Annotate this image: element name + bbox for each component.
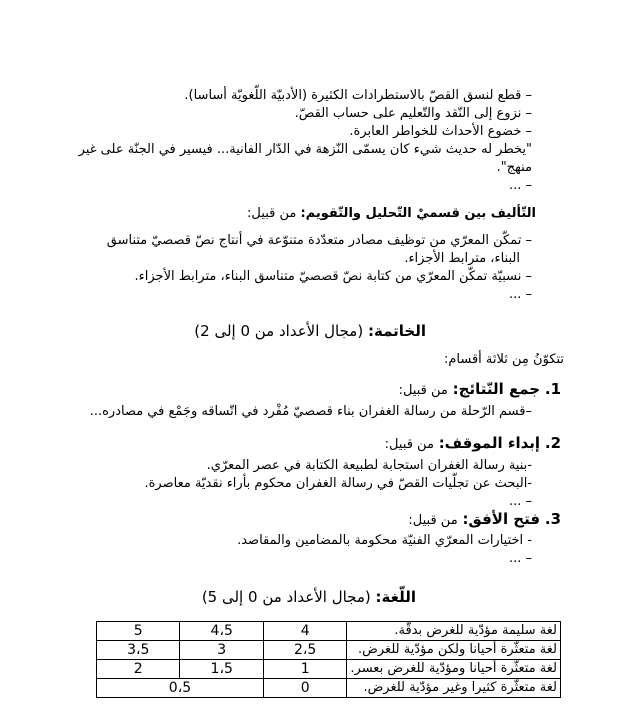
rubric-label: لغة سليمة مؤدّية للغرض بدقّة.	[347, 622, 561, 641]
part-sub: من قبيل:	[398, 383, 448, 398]
rubric-score: 2	[97, 660, 180, 679]
language-heading-line	[202, 588, 416, 606]
rubric-score: 0،5	[97, 679, 264, 698]
conclusion-range: (مجال الأعداد من 0 إلى 2)	[194, 322, 364, 340]
conclusion-part-1-title-line	[399, 380, 561, 400]
list-item: – قطع لنسق القصّ بالاستطرادات الكثيرة (الأدبيّة اللّغويّة أساسا).	[184, 88, 532, 103]
conclusion-heading: الخاتمة:	[367, 322, 426, 340]
rubric-score: 1،5	[180, 660, 263, 679]
table-row	[97, 679, 561, 698]
rubric-label: لغة متعثّرة أحيانا ولكن مؤدّية للغرض.	[347, 641, 561, 660]
language-heading: اللّغة:	[375, 588, 416, 606]
rubric-score: 1	[263, 660, 346, 679]
rubric-score: 0	[263, 679, 346, 698]
quote-line: "يخطر له حديث شيء كان يسمّى النّزهة في الدّار الفانية... فيسير في الجنّة على غير	[78, 142, 532, 157]
part-sub: من قبيل:	[384, 437, 434, 452]
rubric-score: 5	[97, 622, 180, 641]
conclusion-intro: تتكوّنُ مِن ثلاثة أقسام:	[443, 352, 564, 367]
part-title: إبداء الموقف:	[438, 434, 541, 452]
list-item: - اختيارات المعرّي الفنيّة محكومة بالمضامين والمقاصد.	[237, 533, 532, 548]
rubric-score: 4	[263, 622, 346, 641]
list-item: البناء، مترابط الأجزاء.	[404, 251, 520, 266]
table-row	[97, 660, 561, 679]
synthesis-heading: التّأليف بين قسميْ التّحليل والتّقويم:	[300, 206, 536, 221]
list-item: – ...	[508, 287, 532, 302]
quote-line: منهج".	[496, 160, 532, 175]
part-title: فتح الأفق:	[462, 510, 541, 528]
part-number: 1.	[544, 380, 561, 398]
list-item: – نسبيّة تمكّن المعرّي من كتابة نصّ قصصيّ متناسق البناء، مترابط الأجزاء.	[134, 269, 532, 284]
list-item: – ...	[508, 494, 532, 509]
part-number: 3.	[544, 510, 561, 528]
list-item: -البحث عن تجلّيات القصّ في رسالة الغفران محكوم بأراء نقديّة معاصرة.	[144, 476, 532, 491]
part-sub: من قبيل:	[408, 513, 458, 528]
rubric-label: لغة متعثّرة أحيانا ومؤدّية للغرض بعسر.	[347, 660, 561, 679]
conclusion-heading-line	[194, 322, 426, 340]
list-item: -بنية رسالة الغفران استجابة لطبيعة الكتابة في عصر المعرّي.	[206, 458, 532, 473]
list-item: – ...	[508, 178, 532, 193]
rubric-score: 4،5	[180, 622, 263, 641]
rubric-score: 3،5	[97, 641, 180, 660]
rubric-score: 3	[180, 641, 263, 660]
conclusion-part-2-title-line	[385, 434, 561, 454]
language-rubric-table	[96, 621, 561, 698]
list-item: – نزوع إلى النّقد والتّعليم على حساب القصّ.	[294, 106, 532, 121]
list-item: – خضوع الأحداث للخواطر العابرة.	[349, 124, 532, 139]
part-number: 2.	[544, 434, 561, 452]
list-item: – ...	[508, 551, 532, 566]
part-title: جمع النّتائج:	[452, 380, 541, 398]
conclusion-part-3-title-line	[408, 510, 561, 530]
table-row	[97, 641, 561, 660]
list-item: – تمكّن المعرّي من توظيف مصادر متعدّدة متنوّعة في أنتاج نصّ قصصيّ متناسق	[106, 233, 532, 248]
synthesis-intro: من قبيل:	[247, 206, 297, 221]
language-range: (مجال الأعداد من 0 إلى 5)	[201, 588, 371, 606]
synthesis-heading-line	[247, 205, 536, 223]
table-row	[97, 622, 561, 641]
rubric-label: لغة متعثّرة كثيرا وغير مؤدّية للغرض.	[347, 679, 561, 698]
list-item: –قسم الرّحلة من رسالة الغفران بناء قصصيّ مُفْرد في اتّساقه وجَمْع في مصادره...	[89, 404, 532, 419]
rubric-score: 2،5	[263, 641, 346, 660]
